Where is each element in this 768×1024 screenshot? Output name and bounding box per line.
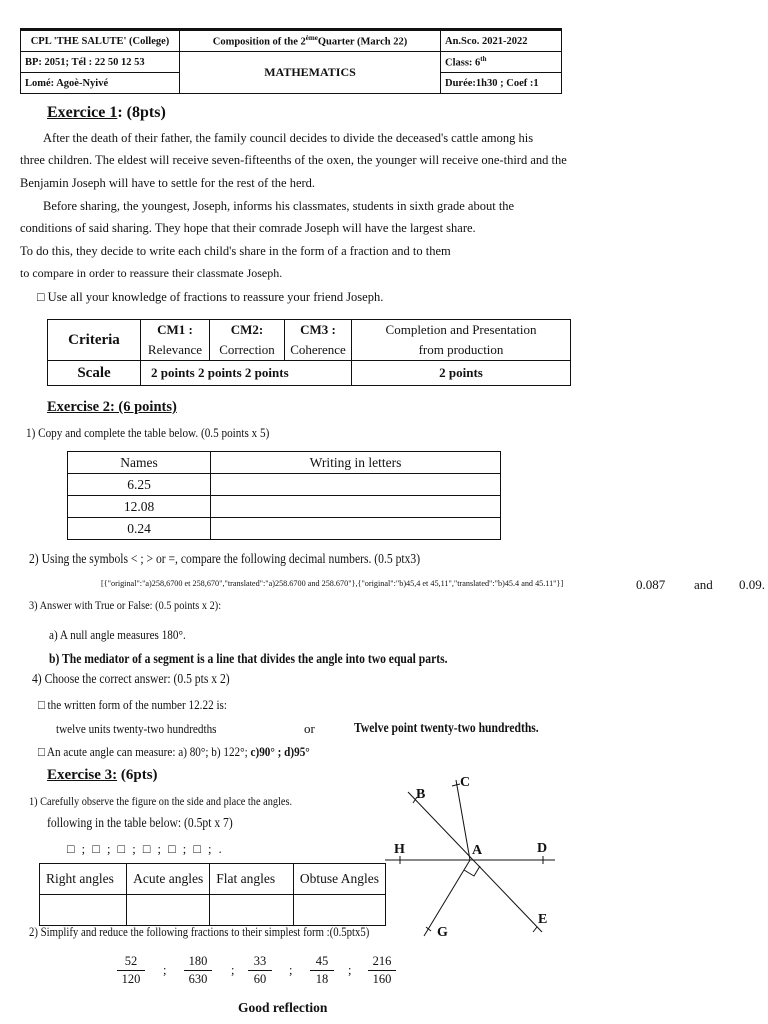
fraction-4: $\frac{45}{18}$ — [310, 953, 334, 988]
ex2-q4-b: □ An acute angle can measure: a) 80°; b) 122°; c)90° ; d)95° — [38, 744, 310, 759]
ex2-question-4: 4) Choose the correct answer: (0.5 pts x 2) — [32, 671, 230, 686]
ex2-q2c-and: and — [694, 577, 713, 592]
angles-header-flat: Flat angles — [210, 864, 294, 895]
label-b: B — [416, 787, 426, 802]
fraction-5: $\frac{216}{160}$ — [368, 953, 396, 988]
fraction-separator: ; — [348, 963, 352, 977]
closing-remark: Good reflection — [238, 1000, 328, 1015]
ex1-line-2: three children. The eldest will receive seven-fifteenths of the oxen, the younger will receive one-third and the — [20, 153, 567, 167]
ex1-line-1: After the death of their father, the family council decides to divide the deceased's cattle among his — [43, 131, 534, 145]
ex1-line-6: To do this, they decide to write each child's share in the form of a fraction and to them — [20, 244, 451, 258]
label-a: A — [472, 843, 483, 858]
criteria-cm1: CM1 : Relevance — [141, 320, 210, 361]
fraction-1: $\frac{52}{120}$ — [117, 953, 145, 988]
names-table — [67, 451, 501, 540]
criteria-table — [47, 319, 571, 386]
criteria-label: Criteria — [48, 320, 141, 361]
class-level: Class: 6th — [441, 52, 562, 73]
ex1-line-7: to compare in order to reassure their classmate Joseph. — [20, 266, 283, 280]
scale-points: 2 points 2 points 2 points — [141, 361, 352, 386]
subject: MATHEMATICS — [180, 52, 441, 94]
ex2-question-2: 2) Using the symbols < ; > or =, compare the following decimal numbers. (0.5 ptx3) — [29, 551, 421, 566]
criteria-cm3: CM3 : Coherence — [285, 320, 352, 361]
ex1-line-3: Benjamin Joseph will have to settle for the rest of the herd. — [20, 176, 316, 190]
ex2-q4-or: or — [304, 721, 315, 736]
school-contact: BP: 2051; Tél : 22 50 12 53 — [21, 52, 180, 73]
angles-header-right: Right angles — [40, 864, 127, 895]
fraction-2: $\frac{180}{630}$ — [184, 953, 212, 988]
table-row: 6.25 — [68, 474, 501, 496]
fraction-3: $\frac{33}{60}$ — [248, 953, 272, 988]
label-e: E — [538, 912, 548, 927]
ex2-q4-a: □ the written form of the number 12.22 is: — [38, 697, 228, 712]
ex2-q2c-second: 0.09. — [739, 577, 765, 592]
scale-completion-points: 2 points — [352, 361, 571, 386]
names-header: Names — [68, 452, 211, 474]
ex1-task: □ Use all your knowledge of fractions to reassure your friend Joseph. — [37, 290, 384, 304]
school-year: An.Sco. 2021-2022 — [441, 30, 562, 52]
fraction-separator: ; — [231, 963, 235, 977]
ex3-question-1: 1) Carefully observe the figure on the side and place the angles. — [29, 794, 293, 808]
ex2-q2-items: [{"original":"a)258,6700 et 258,670","translated":"a)258.6700 and 258.670"},{"original":"b)45,4 et 45,11","translated":"b)45.4 and 45.11"}] — [101, 579, 564, 588]
ex2-question-1: 1) Copy and complete the table below. (0.5 points x 5) — [26, 425, 270, 440]
fraction-separator: ; — [289, 963, 293, 977]
exam-duration: Durée:1h30 ; Coef :1 — [441, 73, 562, 94]
line-be — [408, 792, 542, 932]
school-name: CPL 'THE SALUTE' (College) — [21, 30, 180, 52]
right-angle-mark — [464, 866, 480, 876]
header-table — [20, 28, 562, 94]
ex2-q3-a: a) A null angle measures 180°. — [49, 627, 186, 642]
school-location: Lomé: Agoè-Nyivé — [21, 73, 180, 94]
label-c: C — [460, 775, 471, 790]
label-g: G — [437, 925, 448, 940]
angles-header-acute: Acute angles — [127, 864, 210, 895]
label-d: D — [537, 841, 548, 856]
ex2-q3-b: b) The mediator of a segment is a line that divides the angle into two equal parts. — [49, 651, 448, 666]
ex2-question-3: 3) Answer with True or False: (0.5 points x 2): — [29, 598, 222, 612]
label-h: H — [394, 842, 405, 857]
scale-label: Scale — [48, 361, 141, 386]
ex3-question-2: 2) Simplify and reduce the following fractions to their simplest form :(0.5ptx5) — [29, 925, 370, 939]
fraction-separator: ; — [163, 963, 167, 977]
ex1-line-4: Before sharing, the youngest, Joseph, informs his classmates, students in sixth grade about the — [43, 199, 515, 213]
criteria-cm2: CM2: Correction — [210, 320, 285, 361]
ex2-q4-option-1: twelve units twenty-two hundredths — [56, 721, 217, 736]
criteria-completion: Completion and Presentation from production — [352, 320, 571, 361]
exercise-2-title: Exercise 2: (6 points) — [47, 399, 177, 415]
table-row — [40, 895, 386, 926]
ex3-answer-boxes: □ ; □ ; □ ; □ ; □ ; □ ; . — [67, 842, 222, 856]
writing-header: Writing in letters — [211, 452, 501, 474]
table-row: 0.24 — [68, 518, 501, 540]
exercise-3-title: Exercise 3: (6pts) — [47, 767, 158, 783]
exam-title: Composition of the 2èmeQuarter (March 22) — [180, 30, 441, 52]
ex1-line-5: conditions of said sharing. They hope that their comrade Joseph will have the largest share. — [20, 221, 476, 235]
exercise-1-title: Exercice 1: (8pts) — [47, 104, 166, 121]
line-ac — [456, 780, 470, 860]
angles-figure — [380, 770, 570, 950]
ex2-q4-option-2: Twelve point twenty-two hundredths. — [354, 720, 539, 735]
ex3-question-1b: following in the table below: (0.5pt x 7) — [47, 815, 233, 830]
angles-table — [39, 863, 386, 926]
ex2-q2c-first: 0.087 — [636, 577, 666, 592]
angles-header-obtuse: Obtuse Angles — [293, 864, 385, 895]
table-row: 12.08 — [68, 496, 501, 518]
